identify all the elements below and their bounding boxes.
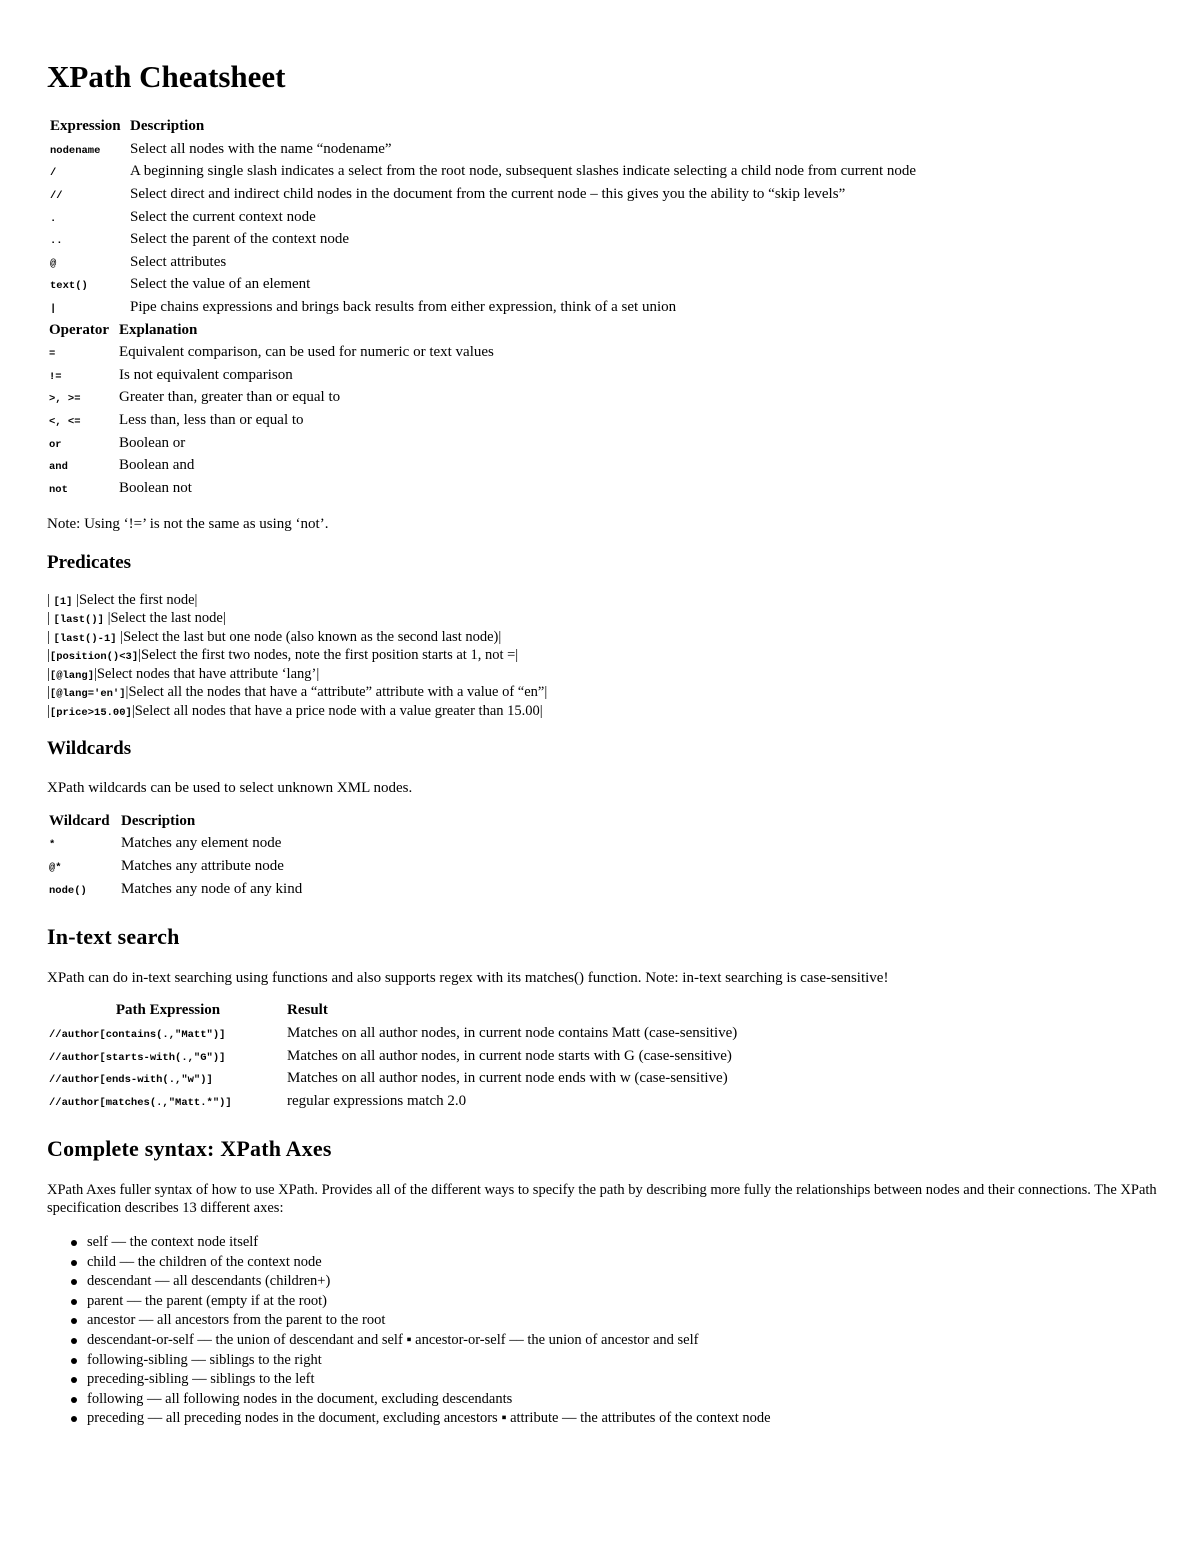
intext-header-row [47, 1001, 737, 1024]
expression-description: Pipe chains expressions and brings back results from either expression, think of a set union [130, 298, 677, 315]
operators-table [47, 321, 494, 502]
list-item: descendant –– all descendants (children+) [87, 1272, 1167, 1292]
list-item: |[price>15.00]|Select all nodes that have a price node with a value greater than 15.00| [47, 702, 543, 719]
operator-explanation: Equivalent comparison, can be used for numeric or text values [119, 344, 494, 361]
table-row [47, 1047, 737, 1070]
predicates-heading: Predicates [47, 552, 132, 574]
wildcards-header-row [47, 812, 302, 835]
expression-description: Select all nodes with the name “nodename” [130, 140, 392, 157]
expression-description: Select the parent of the context node [130, 231, 350, 248]
list-item: descendant-or-self –– the union of descendant and self ▪ ancestor-or-self –– the union of ancestor and self [87, 1331, 1167, 1351]
column-header-expression: Expression [50, 118, 121, 135]
expression-code: / [50, 167, 57, 180]
expression-description: Select the value of an element [130, 276, 311, 293]
list-item: |[position()<3]|Select the first two nodes, note the first position starts at 1, not =| [47, 647, 519, 664]
operator-code: <, <= [49, 415, 81, 428]
path-expression-result: Matches on all author nodes, in current node ends with w (case-sensitive) [287, 1070, 728, 1087]
table-row [47, 834, 302, 857]
list-item: following –– all following nodes in the document, excluding descendants [87, 1390, 1167, 1410]
operator-explanation: Is not equivalent comparison [119, 366, 293, 383]
expression-code: // [50, 189, 63, 202]
intext-heading: In-text search [47, 924, 180, 950]
wildcards-intro: XPath wildcards can be used to select unknown XML nodes. [47, 780, 413, 797]
list-item: preceding-sibling –– siblings to the left [87, 1370, 1167, 1390]
table-row [47, 479, 494, 502]
table-row [47, 343, 494, 366]
expressions-table [47, 117, 916, 320]
column-header-explanation: Explanation [119, 321, 198, 338]
table-row [47, 230, 916, 253]
expression-code: .. [50, 235, 63, 248]
wildcard-code: @* [49, 862, 62, 875]
axes-heading: Complete syntax: XPath Axes [47, 1136, 332, 1162]
wildcard-code: * [49, 839, 56, 852]
list-item: | [last()-1] |Select the last but one node (also known as the second last node)| [47, 628, 502, 645]
operator-code: not [49, 483, 68, 496]
table-row [47, 434, 494, 457]
operator-explanation: Less than, less than or equal to [119, 411, 304, 428]
wildcard-description: Matches any node of any kind [121, 880, 303, 897]
path-expression-code: //author[ends-with(.,"w")] [49, 1074, 213, 1087]
table-row [47, 1024, 737, 1047]
path-expression-result: Matches on all author nodes, in current node starts with G (case-sensitive) [287, 1047, 732, 1064]
predicate-description: Select the first two nodes, note the first position starts at 1, not = [141, 647, 516, 664]
table-row [47, 162, 916, 185]
predicate-description: Select all the nodes that have a “attribute” attribute with a value of “en” [128, 684, 545, 701]
intext-table [47, 1001, 737, 1114]
table-row [47, 411, 494, 434]
table-row [47, 275, 916, 298]
page-title: XPath Cheatsheet [47, 59, 286, 94]
expression-code: @ [50, 257, 57, 270]
predicates-list [47, 591, 1167, 721]
list-item: |[@lang='en']|Select all the nodes that have a “attribute” attribute with a value of “en”| [47, 684, 548, 701]
predicate-description: Select all nodes that have a price node with a value greater than 15.00 [134, 702, 540, 719]
expression-code: . [50, 212, 57, 225]
expression-code: nodename [50, 144, 101, 157]
path-expression-code: //author[contains(.,"Matt")] [49, 1028, 226, 1041]
table-row [47, 857, 302, 880]
list-item: ancestor –– all ancestors from the parent to the root [87, 1311, 1167, 1331]
table-row [47, 366, 494, 389]
expression-description: Select attributes [130, 253, 227, 270]
list-item: | [1] |Select the first node| [47, 591, 198, 608]
column-header-description: Description [130, 118, 205, 135]
table-row [47, 880, 302, 903]
table-row [47, 388, 494, 411]
predicate-description: Select the last node [110, 610, 223, 627]
intext-intro: XPath can do in-text searching using functions and also supports regex with its matches() function. Note: in-text searching is case-sensitive! [47, 969, 889, 986]
predicate-description: Select the first node [78, 591, 195, 608]
table-row [47, 185, 916, 208]
axes-intro: XPath Axes fuller syntax of how to use XPath. Provides all of the different ways to specify the path by describing more fully the relationships between nodes and their connections. The XPath specification describes 13 different axes: [47, 1181, 1157, 1216]
table-row [47, 456, 494, 479]
list-item: following-sibling –– siblings to the right [87, 1351, 1167, 1371]
column-header-path-expression: Path Expression [115, 1002, 221, 1019]
predicate-code: [last()] [53, 614, 104, 627]
column-header-wildcard: Wildcard [49, 812, 110, 829]
predicate-description: Select nodes that have attribute ‘lang’ [96, 665, 317, 682]
wildcards-heading: Wildcards [47, 738, 132, 760]
path-expression-code: //author[starts-with(.,"G")] [49, 1051, 226, 1064]
table-row [47, 140, 916, 163]
table-row [47, 1069, 737, 1092]
predicate-code: [@lang] [49, 669, 95, 682]
predicate-description: Select the last but one node (also known as the second last node) [123, 628, 499, 645]
operator-code: = [49, 348, 56, 361]
table-row [47, 298, 916, 321]
predicate-code: [price>15.00] [49, 706, 132, 719]
predicate-code: [last()-1] [53, 632, 117, 645]
list-item: | [last()] |Select the last node| [47, 610, 226, 627]
expression-description: Select direct and indirect child nodes in the document from the current node – this gives you the ability to “skip levels” [130, 185, 846, 202]
expressions-header-row [47, 117, 916, 140]
note-text: Note: Using ‘!=’ is not the same as using ‘not’. [47, 516, 329, 533]
expression-code: | [50, 302, 57, 315]
predicate-code: [1] [53, 595, 73, 608]
path-expression-result: Matches on all author nodes, in current node contains Matt (case-sensitive) [287, 1024, 738, 1041]
list-item: parent –– the parent (empty if at the root) [87, 1292, 1167, 1312]
axes-list [47, 1233, 1167, 1429]
column-header-description: Description [121, 812, 196, 829]
operator-explanation: Boolean or [119, 434, 186, 451]
operator-code: and [49, 461, 68, 474]
predicate-code: [@lang='en'] [49, 688, 126, 701]
operator-code: != [49, 370, 62, 383]
path-expression-result: regular expressions match 2.0 [287, 1092, 467, 1109]
table-row [47, 253, 916, 276]
table-row [47, 1092, 737, 1115]
document-page [47, 58, 1167, 1429]
expression-description: A beginning single slash indicates a select from the root node, subsequent slashes indicate selecting a child node from current node [130, 163, 917, 180]
list-item: child –– the children of the context node [87, 1253, 1167, 1273]
operator-explanation: Boolean and [119, 457, 195, 474]
wildcard-description: Matches any attribute node [121, 858, 284, 875]
path-expression-code: //author[matches(.,"Matt.*")] [49, 1096, 232, 1109]
table-row [47, 208, 916, 231]
expression-description: Select the current context node [130, 208, 316, 225]
operator-code: or [49, 438, 62, 451]
wildcard-description: Matches any element node [121, 835, 282, 852]
operator-explanation: Greater than, greater than or equal to [119, 389, 341, 406]
wildcards-table [47, 812, 302, 902]
column-header-result: Result [287, 1002, 328, 1019]
column-header-operator: Operator [49, 321, 109, 338]
list-item: |[@lang]|Select nodes that have attribute ‘lang’| [47, 665, 320, 682]
operators-header-row [47, 321, 494, 344]
wildcard-code: node() [49, 884, 87, 897]
list-item: preceding –– all preceding nodes in the document, excluding ancestors ▪ attribute –– the attributes of the context node [87, 1409, 1167, 1429]
predicate-code: [position()<3] [49, 651, 139, 664]
list-item: self –– the context node itself [87, 1233, 1167, 1253]
operator-code: >, >= [49, 393, 81, 406]
operator-explanation: Boolean not [119, 479, 192, 496]
expression-code: text() [50, 280, 88, 293]
